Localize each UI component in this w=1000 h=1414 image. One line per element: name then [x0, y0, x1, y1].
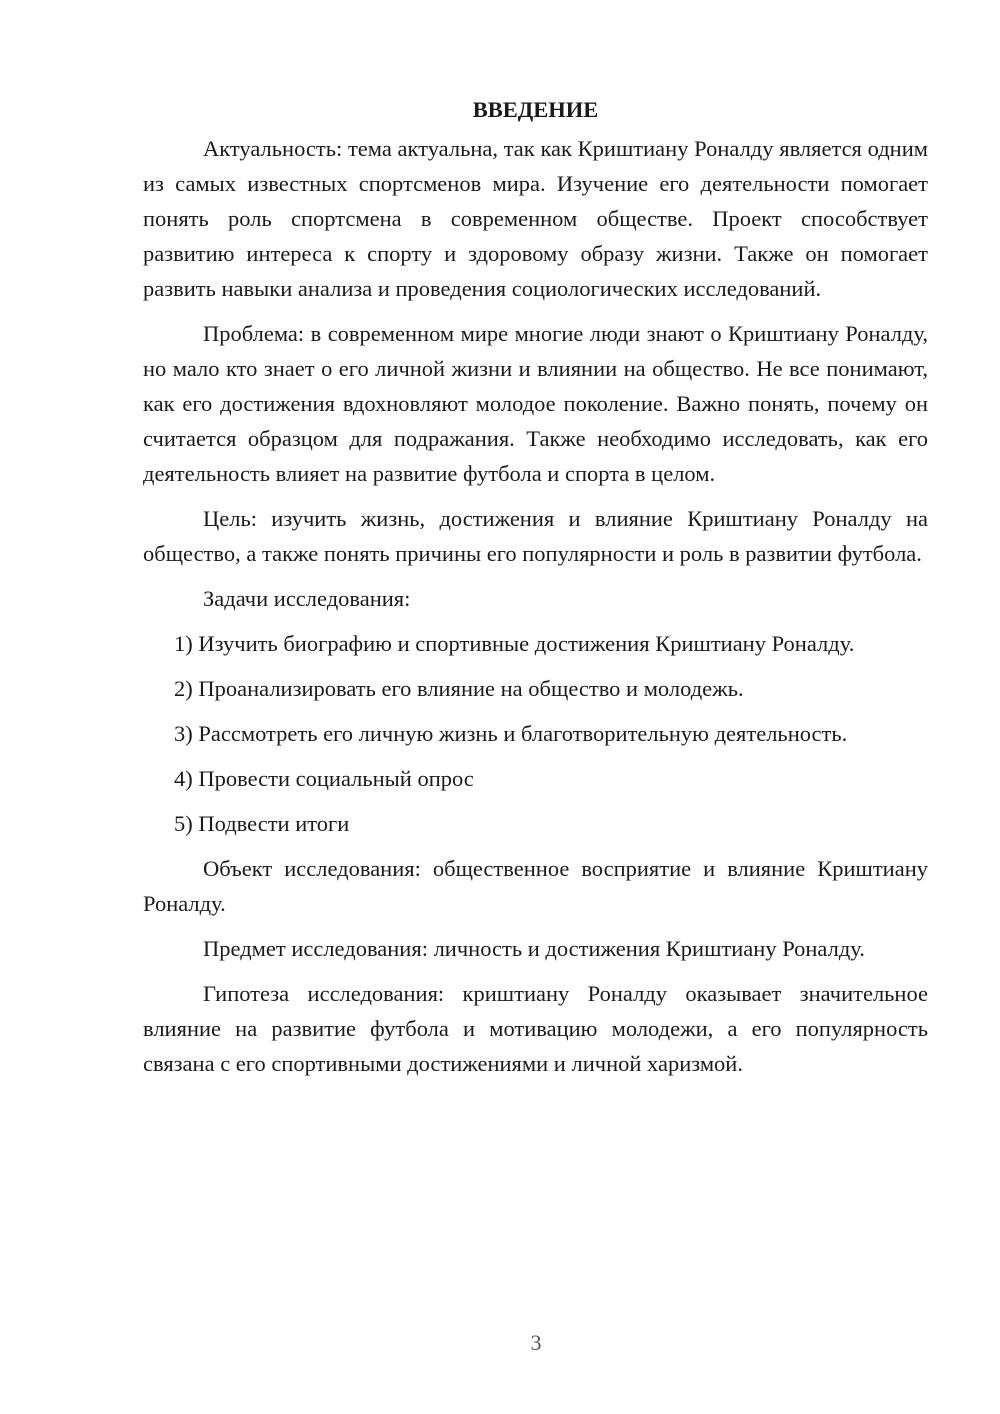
task-item-5: 5) Подвести итоги — [174, 811, 350, 836]
subject-paragraph: Предмет исследования: личность и достижения Криштиану Роналду. — [203, 936, 865, 961]
page-number: 3 — [530, 1330, 542, 1355]
task-item-3: 3) Рассмотреть его личную жизнь и благотворительную деятельность. — [174, 721, 848, 746]
page-content — [143, 92, 928, 1091]
object-paragraph: Объект исследования: общественное восприятие и влияние Криштиану Роналду. — [143, 856, 928, 916]
problem-paragraph: Проблема: в современном мире многие люди знают о Криштиану Роналду, но мало кто знает о его личной жизни и влиянии на общество. Не все понимают, как его достижения вдохновляют молодое поколение. Важно понять, почему он считается образцом для подражания. Также необходимо исследовать, как его деятельность влияет на развитие футбола и спорта в целом. — [143, 321, 928, 486]
section-heading: ВВЕДЕНИЕ — [472, 97, 599, 122]
task-item-2: 2) Проанализировать его влияние на общество и молодежь. — [174, 676, 744, 701]
task-item-1: 1) Изучить биографию и спортивные достижения Криштиану Роналду. — [174, 631, 855, 656]
relevance-paragraph: Актуальность: тема актуальна, так как Криштиану Роналду является одним из самых известных спортсменов мира. Изучение его деятельности помогает понять роль спортсмена в современном обществе. Проект способствует развитию интереса к спорту и здоровому образу жизни. Также он помогает развить навыки анализа и проведения социологических исследований. — [143, 136, 928, 301]
tasks-title: Задачи исследования: — [203, 586, 411, 611]
goal-paragraph: Цель: изучить жизнь, достижения и влияние Криштиану Роналду на общество, а также понять причины его популярности и роль в развитии футбола. — [143, 506, 928, 566]
hypothesis-paragraph: Гипотеза исследования: криштиану Роналду оказывает значительное влияние на развитие футбола и мотивацию молодежи, а его популярность связана с его спортивными достижениями и личной харизмой. — [143, 981, 928, 1076]
task-item-4: 4) Провести социальный опрос — [174, 766, 474, 791]
